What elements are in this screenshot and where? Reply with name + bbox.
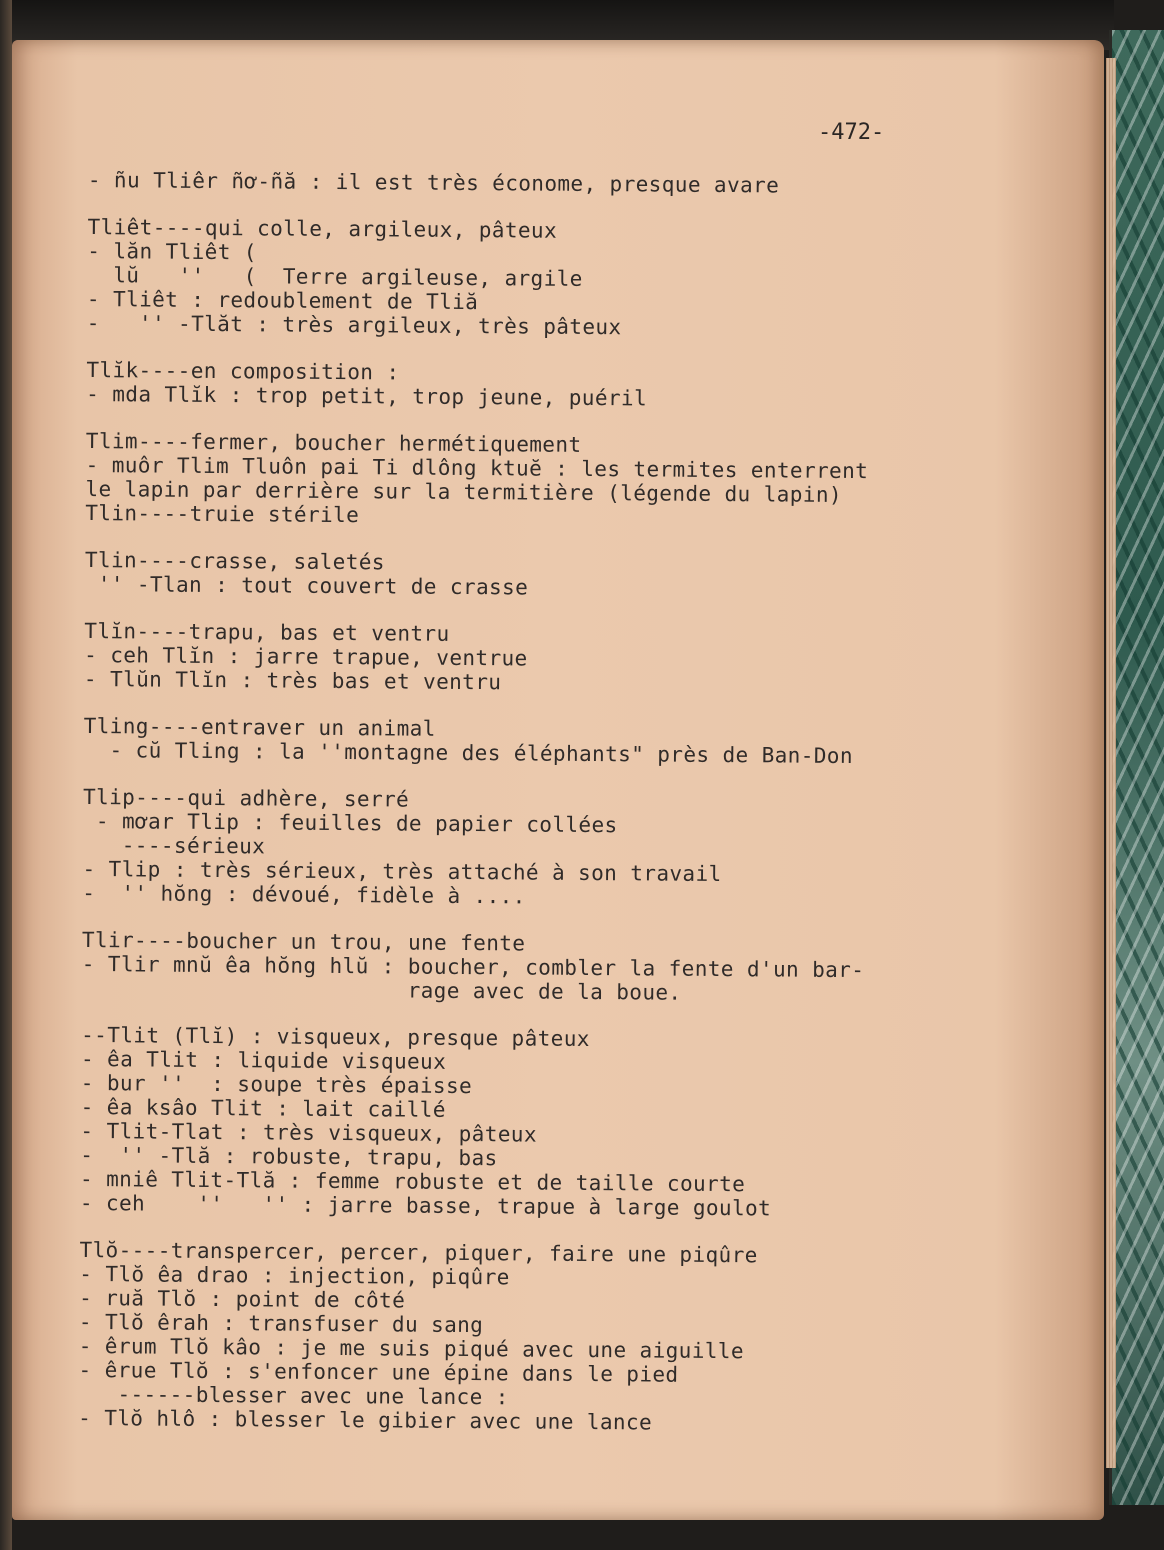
dictionary-entry bbox=[81, 928, 982, 1007]
dictionary-entry bbox=[85, 429, 986, 508]
entry-headword-line: Tlĭn----trapu, bas et ventru bbox=[84, 618, 450, 646]
entry-line: - êa Tlit : liquide visqueux bbox=[80, 1046, 447, 1074]
entry-line: - Tlŏ hlô : blesser le gibier avec une lance bbox=[78, 1405, 653, 1435]
entry-line: - muôr Tlim Tluôn pai Ti dlông ktuĕ : les termites enterrent bbox=[85, 452, 869, 484]
entry-headword-line: Tlip----qui adhère, serré bbox=[82, 784, 410, 812]
entry-line: - Tlit-Tlat : très visqueux, pâteux bbox=[80, 1118, 538, 1147]
entry-line: - '' -Tlăt : très argileux, très pâteux bbox=[86, 310, 622, 340]
entry-line: - ruă Tlŏ : point de côté bbox=[79, 1285, 406, 1313]
entry-headword-line: Tlin----truie stérile bbox=[85, 500, 360, 528]
entry-headword-line: --Tlit (Tlĭ) : visqueux, presque pâteux bbox=[81, 1022, 590, 1051]
entry-line: - Tliêt : redoublement de Tliă bbox=[86, 286, 479, 315]
entry-line: - Tlŏ êrah : transfuser du sang bbox=[78, 1309, 484, 1338]
entry-line: - Tlip : très sérieux, très attaché à son travail bbox=[82, 856, 722, 886]
entry-headword-line: Tlim----fermer, boucher hermétiquement bbox=[85, 428, 582, 457]
entry-line: - ceh '' '' : jarre basse, trapue à large goulot bbox=[79, 1190, 772, 1221]
typewritten-text bbox=[78, 168, 988, 1460]
entry-line: - Tlŏ êa drao : injection, piqûre bbox=[79, 1261, 510, 1290]
dictionary-entry bbox=[85, 548, 985, 603]
page-stack-edge bbox=[1106, 58, 1116, 1468]
dictionary-entry bbox=[84, 619, 985, 698]
entry-line: - Tlir mnŭ êa hŏng hlŭ : boucher, combler la fente d'un bar- bbox=[81, 951, 865, 983]
dictionary-entry bbox=[83, 714, 983, 769]
dictionary-entry bbox=[82, 785, 983, 912]
page-number: -472- bbox=[818, 120, 885, 145]
entry-line: - ceh Tlĭn : jarre trapue, ventrue bbox=[84, 642, 528, 671]
entry-headword-line: Tlir----boucher un trou, une fente bbox=[81, 927, 526, 956]
entry-line: - cŭ Tling : la ''montagne des éléphants" près de Ban-Don bbox=[83, 737, 854, 769]
entry-line: '' -Tlan : tout couvert de crasse bbox=[84, 571, 529, 600]
dictionary-entry bbox=[87, 215, 988, 342]
entry-line: le lapin par derrière sur la termitière (légende du lapin) bbox=[85, 476, 843, 507]
entry-line: - êrue Tlŏ : s'enfoncer une épine dans le pied bbox=[78, 1357, 679, 1387]
entry-line: - bur '' : soupe très épaisse bbox=[80, 1070, 473, 1099]
entry-line: rage avec de la boue. bbox=[81, 975, 682, 1005]
entry-line: ----sérieux bbox=[82, 832, 266, 859]
entry-line: - '' -Tlă : robuste, trapu, bas bbox=[80, 1142, 498, 1171]
dictionary-entry bbox=[78, 1238, 979, 1437]
entry-headword-line: - ñu Tliêr ñơ-ñă : il est très économe, presque avare bbox=[87, 168, 780, 198]
entry-headword-line: Tlĭk----en composition : bbox=[86, 357, 400, 385]
entry-line: - mơar Tlip : feuilles de papier collées bbox=[82, 808, 618, 838]
entry-line: lŭ '' ( Terre argileuse, argile bbox=[87, 262, 583, 291]
entry-line: - êa ksâo Tlit : lait caillé bbox=[80, 1094, 446, 1122]
entry-headword-line: Tliêt----qui colle, argileux, pâteux bbox=[87, 214, 558, 243]
entry-headword-line: Tlin----crasse, saletés bbox=[84, 547, 386, 575]
entry-line: - êrum Tlŏ kâo : je me suis piqué avec une aiguille bbox=[78, 1333, 745, 1364]
dictionary-entry bbox=[86, 358, 986, 413]
entry-line: - Tlŭn Tlĭn : très bas et ventru bbox=[83, 666, 502, 695]
entry-line: - mniê Tlit-Tlă : femme robuste et de taille courte bbox=[79, 1166, 746, 1197]
entry-headword-line: Tlŏ----transpercer, percer, piquer, faire une piqûre bbox=[79, 1237, 758, 1268]
marbled-page-edge bbox=[1109, 30, 1164, 1505]
entry-line: - lăn Tliêt ( bbox=[87, 238, 257, 265]
dictionary-entry bbox=[80, 1023, 981, 1222]
entry-headword-line: Tling----entraver un animal bbox=[83, 713, 436, 741]
entry-line: - '' hŏng : dévoué, fidèle à .... bbox=[82, 880, 526, 909]
entry-line: - mda Tlĭk : trop petit, trop jeune, puéril bbox=[86, 381, 648, 411]
entry-line: ------blesser avec une lance : bbox=[78, 1381, 509, 1410]
left-binding-edge bbox=[0, 0, 12, 1550]
